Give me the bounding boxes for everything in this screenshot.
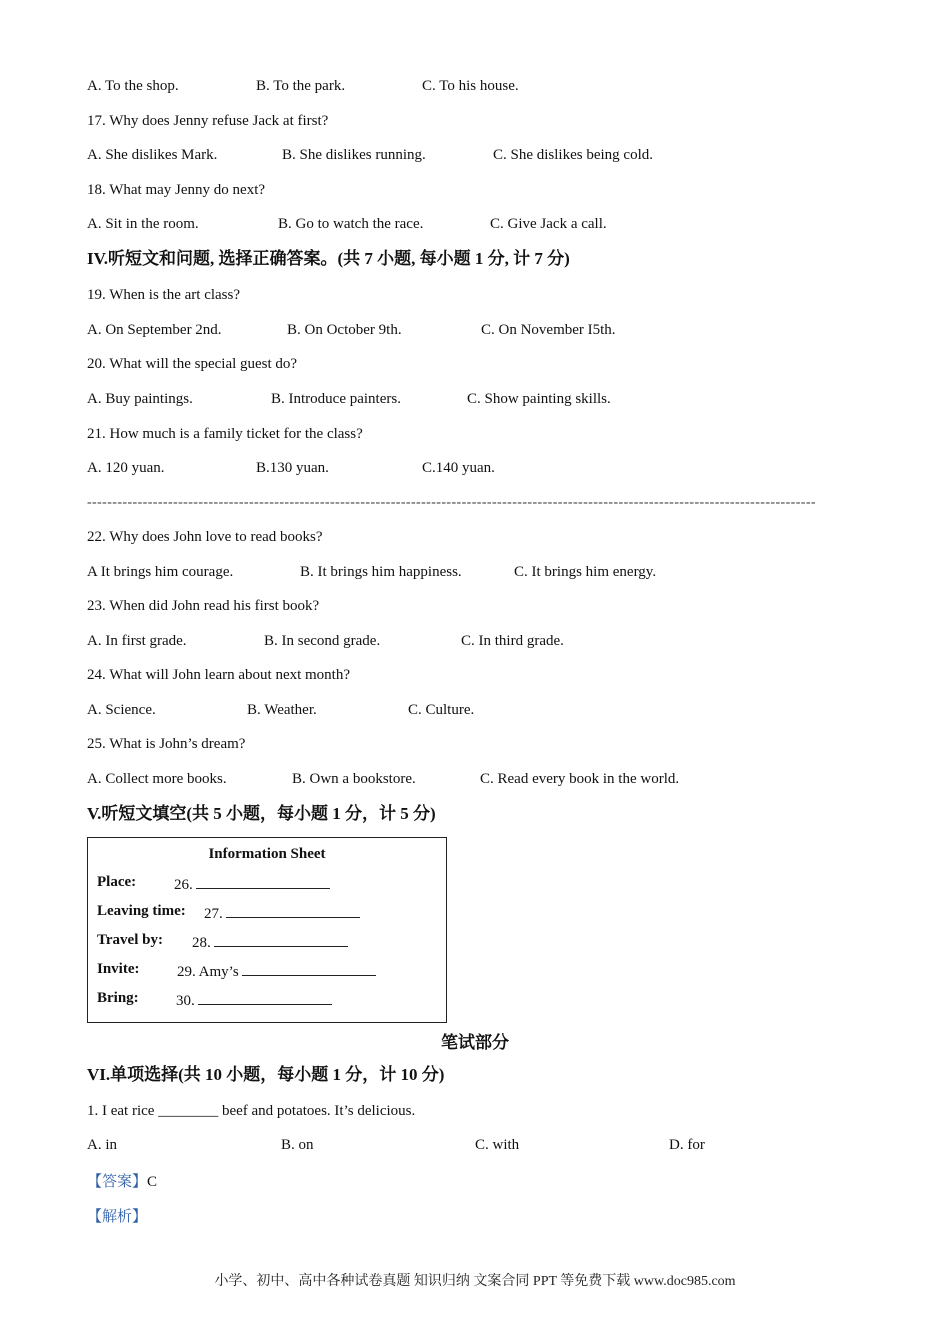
- information-sheet-title: Information Sheet: [208, 846, 326, 862]
- q21-question: 21. How much is a family ticket for the class?: [87, 426, 363, 442]
- q19-question: 19. When is the art class?: [87, 287, 241, 303]
- q24-option-c: C. Culture.: [408, 702, 475, 718]
- q19-option-c: C. On November I5th.: [481, 322, 616, 338]
- q22-option-b: B. It brings him happiness.: [300, 564, 462, 580]
- q21-option-a: A. 120 yuan.: [87, 460, 165, 476]
- q18-option-c: C. Give Jack a call.: [490, 216, 607, 232]
- q19-option-b: B. On October 9th.: [287, 322, 402, 338]
- info-label: Place:: [97, 874, 137, 890]
- info-row-travel-by: [97, 932, 211, 951]
- q22-question: 22. Why does John love to read books?: [87, 529, 323, 545]
- q23-option-a: A. In first grade.: [87, 633, 187, 649]
- info-row-leaving-time: [97, 903, 223, 922]
- q24-option-a: A. Science.: [87, 702, 156, 718]
- dashed-divider: ------------------------------------------------------------------------------------------------------------------------------------------------: [87, 495, 816, 510]
- q16-option-b: B. To the park.: [256, 78, 346, 94]
- q16-option-c: C. To his house.: [422, 78, 519, 94]
- info-label: Travel by:: [97, 932, 163, 948]
- info-row-invite: [97, 961, 239, 980]
- info-label: Bring:: [97, 990, 139, 1006]
- section-6-heading: VI.单项选择(共 10 小题，每小题 1 分，计 10 分): [87, 1065, 445, 1084]
- page-footer: 小学、初中、高中各种试卷真题 知识归纳 文案合同 PPT 等免费下载 www.doc985.com: [214, 1274, 736, 1289]
- q17-option-a: A. She dislikes Mark.: [87, 147, 218, 163]
- q24-option-b: B. Weather.: [247, 702, 317, 718]
- q20-option-a: A. Buy paintings.: [87, 391, 193, 407]
- q17-option-c: C. She dislikes being cold.: [493, 147, 653, 163]
- q20-option-c: C. Show painting skills.: [467, 391, 611, 407]
- q25-question: 25. What is John’s dream?: [87, 736, 246, 752]
- info-blank-30[interactable]: 30.: [176, 990, 332, 1010]
- q21-option-c: C.140 yuan.: [422, 460, 495, 476]
- q21-option-b: B.130 yuan.: [256, 460, 329, 476]
- q23-option-c: C. In third grade.: [461, 633, 564, 649]
- w1-option-d: D. for: [669, 1137, 705, 1153]
- q25-option-b: B. Own a bookstore.: [292, 771, 416, 787]
- info-row-place: [97, 874, 193, 893]
- q22-option-c: C. It brings him energy.: [514, 564, 657, 580]
- analysis-tag: 【解析】: [87, 1209, 148, 1225]
- q20-question: 20. What will the special guest do?: [87, 356, 298, 372]
- answer-tag: 【答案】: [87, 1174, 148, 1190]
- q25-option-a: A. Collect more books.: [87, 771, 227, 787]
- q18-option-b: B. Go to watch the race.: [278, 216, 424, 232]
- q17-question: 17. Why does Jenny refuse Jack at first?: [87, 113, 329, 129]
- info-blank-29[interactable]: 29. Amy’s: [177, 961, 376, 981]
- answer-line: [87, 1170, 157, 1191]
- q17-option-b: B. She dislikes running.: [282, 147, 426, 163]
- information-sheet: [87, 837, 447, 1023]
- q23-question: 23. When did John read his first book?: [87, 598, 320, 614]
- q18-option-a: A. Sit in the room.: [87, 216, 199, 232]
- section-4-heading: IV.听短文和问题, 选择正确答案。(共 7 小题, 每小题 1 分, 计 7 分): [87, 249, 570, 268]
- w1-option-b: B. on: [281, 1137, 314, 1153]
- q18-question: 18. What may Jenny do next?: [87, 182, 266, 198]
- info-label: Leaving time:: [97, 903, 186, 919]
- info-blank-27[interactable]: 27.: [204, 903, 360, 923]
- info-row-bring: [97, 990, 195, 1009]
- q20-option-b: B. Introduce painters.: [271, 391, 401, 407]
- section-5-heading: V.听短文填空(共 5 小题，每小题 1 分，计 5 分): [87, 804, 436, 823]
- q25-option-c: C. Read every book in the world.: [480, 771, 680, 787]
- written-part-title: 笔试部分: [441, 1033, 509, 1052]
- info-blank-26[interactable]: 26.: [174, 874, 330, 894]
- q19-option-a: A. On September 2nd.: [87, 322, 222, 338]
- w1-question: 1. I eat rice ________ beef and potatoes. It’s delicious.: [87, 1103, 416, 1119]
- w1-option-a: A. in: [87, 1137, 117, 1153]
- q24-question: 24. What will John learn about next month?: [87, 667, 351, 683]
- q23-option-b: B. In second grade.: [264, 633, 381, 649]
- info-label: Invite:: [97, 961, 140, 977]
- answer-value: C: [147, 1174, 158, 1190]
- analysis-line: [87, 1205, 147, 1226]
- w1-option-c: C. with: [475, 1137, 520, 1153]
- q16-option-a: A. To the shop.: [87, 78, 179, 94]
- q22-option-a: A It brings him courage.: [87, 564, 234, 580]
- info-blank-28[interactable]: 28.: [192, 932, 348, 952]
